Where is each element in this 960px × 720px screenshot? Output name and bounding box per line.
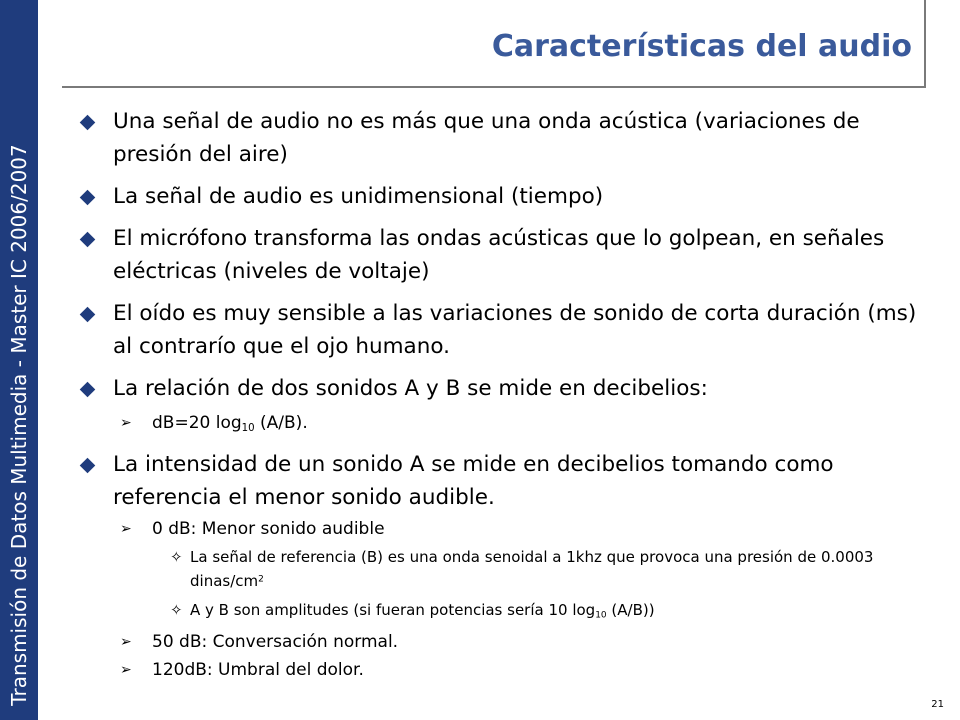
bullet-text: La señal de audio es unidimensional (tiempo) <box>113 184 604 209</box>
diamond-bullet-icon <box>80 190 96 206</box>
db-formula-text: dB=20 $\log_{10} (A/B)$. <box>152 413 308 435</box>
sub-bullet-text: 50 dB: Conversación normal. <box>152 632 399 653</box>
sub-sub-bullet-text: La señal de referencia (B) es una onda senoidal a 1khz que provoca una presión de 0.0003 dinas/$cm^2$ <box>190 548 874 590</box>
sub-sub-bullet-item <box>80 546 930 592</box>
slide-content <box>80 105 930 689</box>
bullet-item <box>80 297 930 363</box>
sub-sub-bullet-item <box>80 599 930 627</box>
diamond-bullet-icon <box>80 115 96 131</box>
sub-bullet-item <box>80 410 930 442</box>
arrow-bullet-icon: ➢ <box>120 415 132 431</box>
sub-bullet-item <box>80 629 930 655</box>
sidebar-course-label: Transmisión de Datos Multimedia - Master IC 2006/2007 <box>7 144 31 706</box>
star-bullet-icon: ✧ <box>170 548 183 567</box>
bullet-text: El micrófono transforma las ondas acústicas que lo golpean, en señales eléctricas (niveles de voltaje) <box>113 226 885 284</box>
bullet-item <box>80 180 930 213</box>
arrow-bullet-icon: ➢ <box>120 662 132 679</box>
bullet-text: La relación de dos sonidos A y B se mide en decibelios: <box>113 376 708 401</box>
sub-bullet-text: 120dB: Umbral del dolor. <box>152 660 364 681</box>
arrow-bullet-icon: ➢ <box>120 521 132 538</box>
sub-bullet-item <box>80 516 930 542</box>
sub-bullet-item <box>80 657 930 683</box>
sub-sub-bullet-text: A y B son amplitudes (si fueran potencias sería 10 $\log_{10} (A/B)$) <box>190 600 655 621</box>
diamond-bullet-icon <box>80 307 96 323</box>
diamond-bullet-icon <box>80 382 96 398</box>
bullet-item <box>80 448 930 514</box>
page-number: 21 <box>931 699 944 710</box>
bullet-item <box>80 372 930 405</box>
bullet-item <box>80 222 930 288</box>
diamond-bullet-icon <box>80 458 96 474</box>
sidebar <box>0 0 38 720</box>
arrow-bullet-icon: ➢ <box>120 634 132 651</box>
sub-bullet-text: 0 dB: Menor sonido audible <box>152 519 385 540</box>
diamond-bullet-icon <box>80 232 96 248</box>
title-box <box>62 0 926 88</box>
bullet-text: Una señal de audio no es más que una onda acústica (variaciones de presión del aire) <box>113 109 860 167</box>
bullet-text: La intensidad de un sonido A se mide en decibelios tomando como referencia el menor sonido audible. <box>113 452 834 511</box>
slide-title: Características del audio <box>491 29 912 64</box>
bullet-item <box>80 105 930 171</box>
bullet-text: El oído es muy sensible a las variaciones de sonido de corta duración (ms) al contrarío que el ojo humano. <box>113 301 917 359</box>
star-bullet-icon: ✧ <box>170 600 183 619</box>
